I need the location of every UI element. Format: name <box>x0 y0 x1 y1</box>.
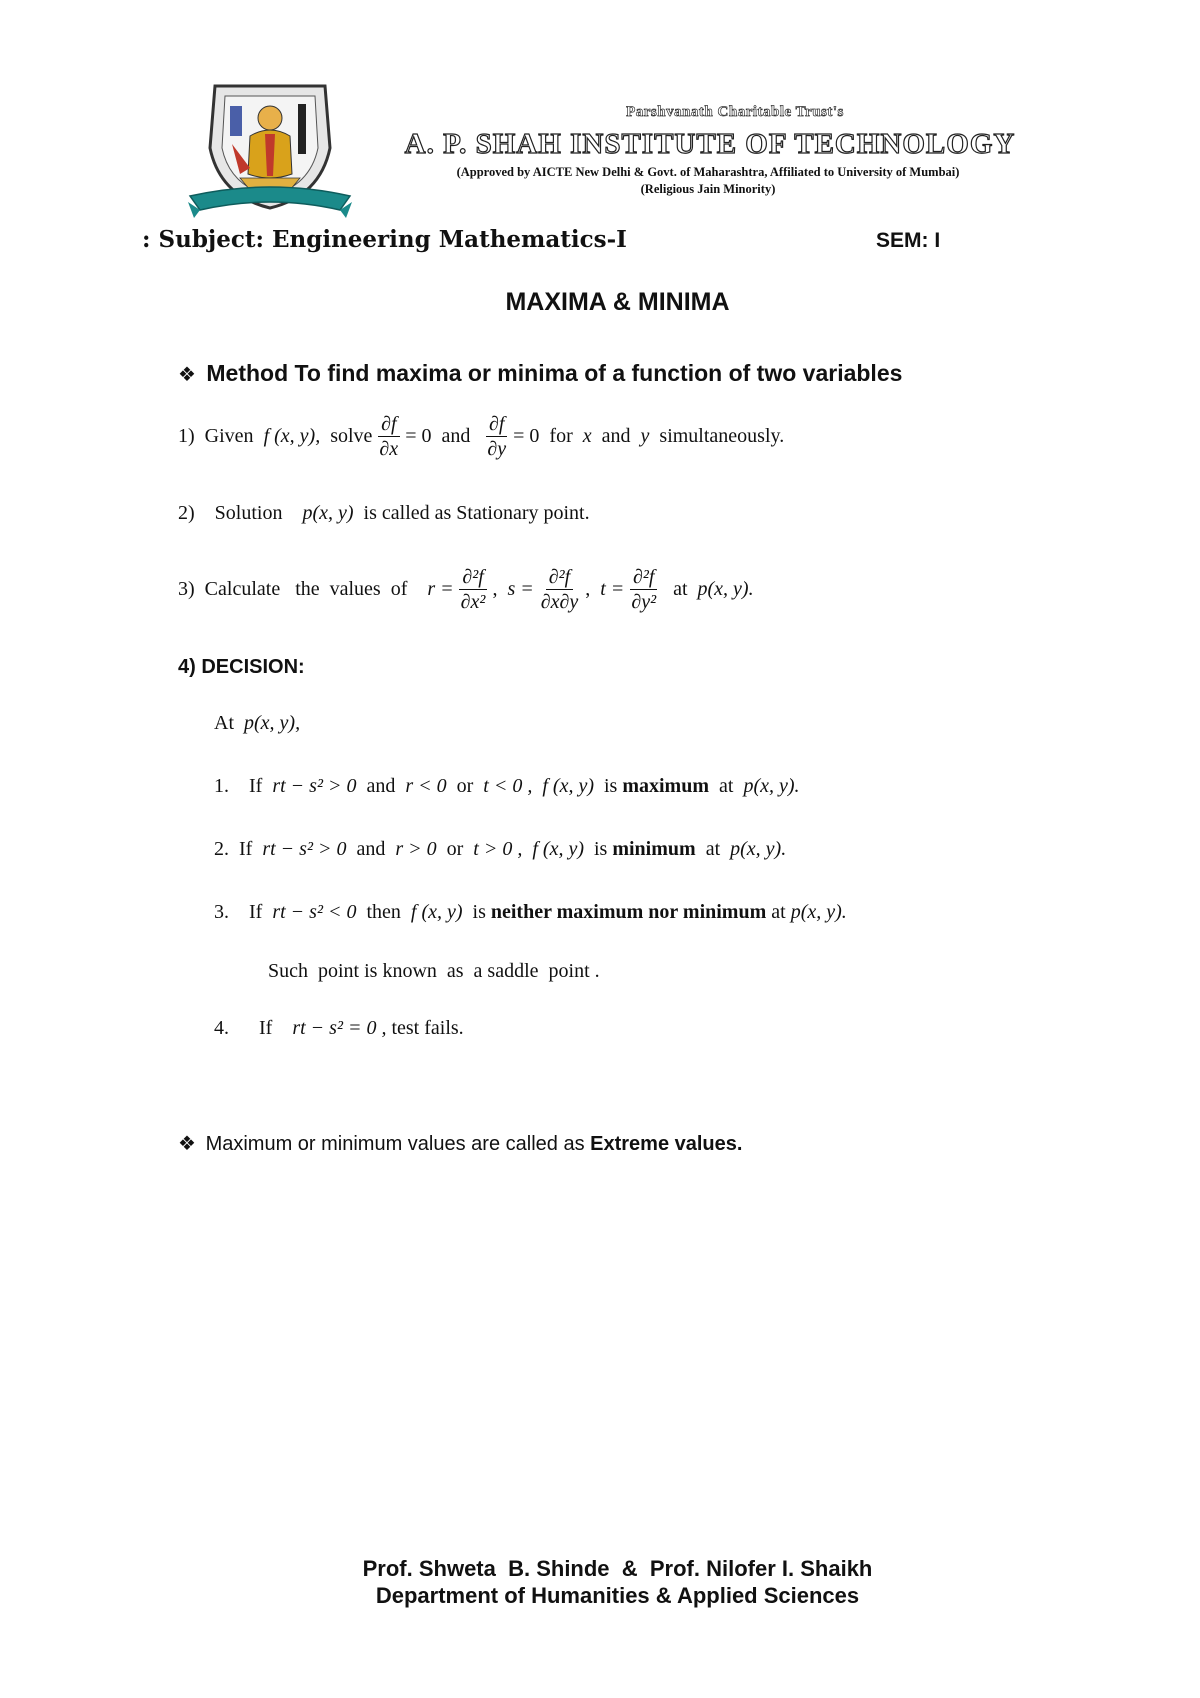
step-1 <box>178 412 784 461</box>
step-text: If <box>239 838 253 860</box>
math-s: s = <box>507 578 534 600</box>
math-comma: , <box>492 578 498 600</box>
numerator: ∂²f <box>459 565 486 590</box>
math-eq: = 0 <box>513 425 540 447</box>
step-number: 3) <box>178 578 195 600</box>
step-text: is called as Stationary point. <box>363 502 590 524</box>
fraction-df-dy <box>484 412 509 461</box>
step-text: is <box>594 838 608 860</box>
math-pxy: p(x, y) <box>302 502 354 524</box>
math-pxy: p(x, y), <box>244 712 301 734</box>
step-3 <box>178 565 754 614</box>
step-text: at <box>705 838 721 860</box>
result-text: minimum <box>612 838 696 860</box>
diamond-bullet-icon: ❖ <box>178 362 196 386</box>
step-text: or <box>446 838 464 860</box>
numerator: ∂f <box>378 412 399 437</box>
method-heading-text: Method To find maxima or minima of a function of two variables <box>206 360 903 386</box>
numerator: ∂²f <box>546 565 573 590</box>
math-var: x <box>582 425 592 447</box>
denominator: ∂x <box>379 438 399 460</box>
math-pxy: p(x, y). <box>697 578 754 600</box>
denominator: ∂y² <box>631 591 657 613</box>
math-condition: rt − s² > 0 <box>272 775 357 797</box>
decision-at <box>214 712 300 735</box>
step-text: If <box>259 1017 273 1039</box>
math-condition: r > 0 <box>395 838 437 860</box>
institute-name: A. P. SHAH INSTITUTE OF TECHNOLOGY <box>404 128 1016 160</box>
method-heading <box>178 360 902 387</box>
step-text: and <box>356 838 386 860</box>
math-var: y <box>640 425 650 447</box>
math-pxy: p(x, y). <box>730 838 787 860</box>
note-text: Maximum or minimum values are called as <box>205 1133 585 1155</box>
step-text: and <box>441 425 471 447</box>
math-condition: r < 0 <box>405 775 447 797</box>
step-text: for <box>549 425 573 447</box>
numerator: ∂²f <box>630 565 657 590</box>
step-text: at <box>719 775 734 797</box>
math-r: r = <box>427 578 454 600</box>
math-t: t = <box>600 578 625 600</box>
subject-label: : Subject: Engineering Mathematics-I <box>142 226 627 253</box>
denominator: ∂x² <box>460 591 486 613</box>
condition-2 <box>214 838 786 861</box>
math-condition: rt − s² < 0 <box>272 901 357 923</box>
fraction-t <box>628 565 659 614</box>
condition-number: 4. <box>214 1017 229 1039</box>
math-condition: rt − s² = 0 , <box>292 1017 387 1039</box>
numerator: ∂f <box>486 412 507 437</box>
diamond-bullet-icon: ❖ <box>178 1131 196 1155</box>
math-pxy: p(x, y). <box>743 775 800 797</box>
condition-number: 3. <box>214 901 229 923</box>
condition-1 <box>214 775 800 798</box>
decision-heading: 4) DECISION: <box>178 656 305 678</box>
step-text: then <box>366 901 401 923</box>
minority-text: (Religious Jain Minority) <box>640 182 776 196</box>
extreme-values-note <box>178 1131 742 1156</box>
step-text: solve <box>330 425 373 447</box>
step-text: If <box>249 901 263 923</box>
semester-label: SEM: I <box>876 229 941 252</box>
step-text: simultaneously. <box>659 425 785 447</box>
denominator: ∂y <box>487 438 507 460</box>
math-fxy: f (x, y) <box>532 838 584 860</box>
step-text: or <box>456 775 474 797</box>
step-text: Given <box>204 425 254 447</box>
step-text: is <box>604 775 618 797</box>
step-text: at <box>673 578 688 600</box>
math-fxy: f (x, y) <box>542 775 594 797</box>
math-condition: rt − s² > 0 <box>262 838 347 860</box>
condition-3 <box>214 901 847 924</box>
math-pxy: p(x, y). <box>790 901 847 923</box>
step-text: is <box>472 901 486 923</box>
denominator: ∂x∂y <box>540 591 579 613</box>
math-fxy: f (x, y) <box>410 901 463 923</box>
step-text: Calculate the values of <box>204 578 408 600</box>
fraction-r <box>458 565 489 614</box>
step-text: test fails. <box>391 1017 464 1039</box>
trust-name: Parshvanath Charitable Trust's <box>626 104 844 120</box>
result-text: maximum <box>622 775 710 797</box>
step-text: Solution <box>214 502 283 524</box>
saddle-note: Such point is known as a saddle point . <box>268 960 600 982</box>
step-text: At <box>214 712 234 734</box>
fraction-s <box>538 565 582 614</box>
step-text: at <box>771 901 786 923</box>
footer-authors: Prof. Shweta B. Shinde & Prof. Nilofer I. Shaikh <box>362 1556 873 1581</box>
step-number: 2) <box>178 502 195 524</box>
math-fxy: f (x, y), <box>263 425 321 447</box>
note-bold-text: Extreme values. <box>590 1133 743 1155</box>
result-text: neither maximum nor minimum <box>490 901 767 923</box>
approval-text: (Approved by AICTE New Delhi & Govt. of Maharashtra, Affiliated to University of Mumbai) <box>456 165 960 179</box>
step-text: and <box>366 775 396 797</box>
math-condition: t < 0 , <box>483 775 533 797</box>
step-number: 1) <box>178 425 195 447</box>
math-condition: t > 0 , <box>473 838 523 860</box>
condition-4 <box>214 1017 464 1040</box>
footer-department: Department of Humanities & Applied Sciences <box>375 1583 860 1608</box>
math-eq: = 0 <box>405 425 432 447</box>
condition-number: 2. <box>214 838 229 860</box>
institute-logo <box>180 78 360 228</box>
step-text: and <box>601 425 631 447</box>
condition-number: 1. <box>214 775 229 797</box>
page-title: MAXIMA & MINIMA <box>505 288 730 316</box>
step-2 <box>178 502 590 525</box>
step-text: If <box>249 775 263 797</box>
fraction-df-dx <box>376 412 401 461</box>
math-comma: , <box>585 578 591 600</box>
